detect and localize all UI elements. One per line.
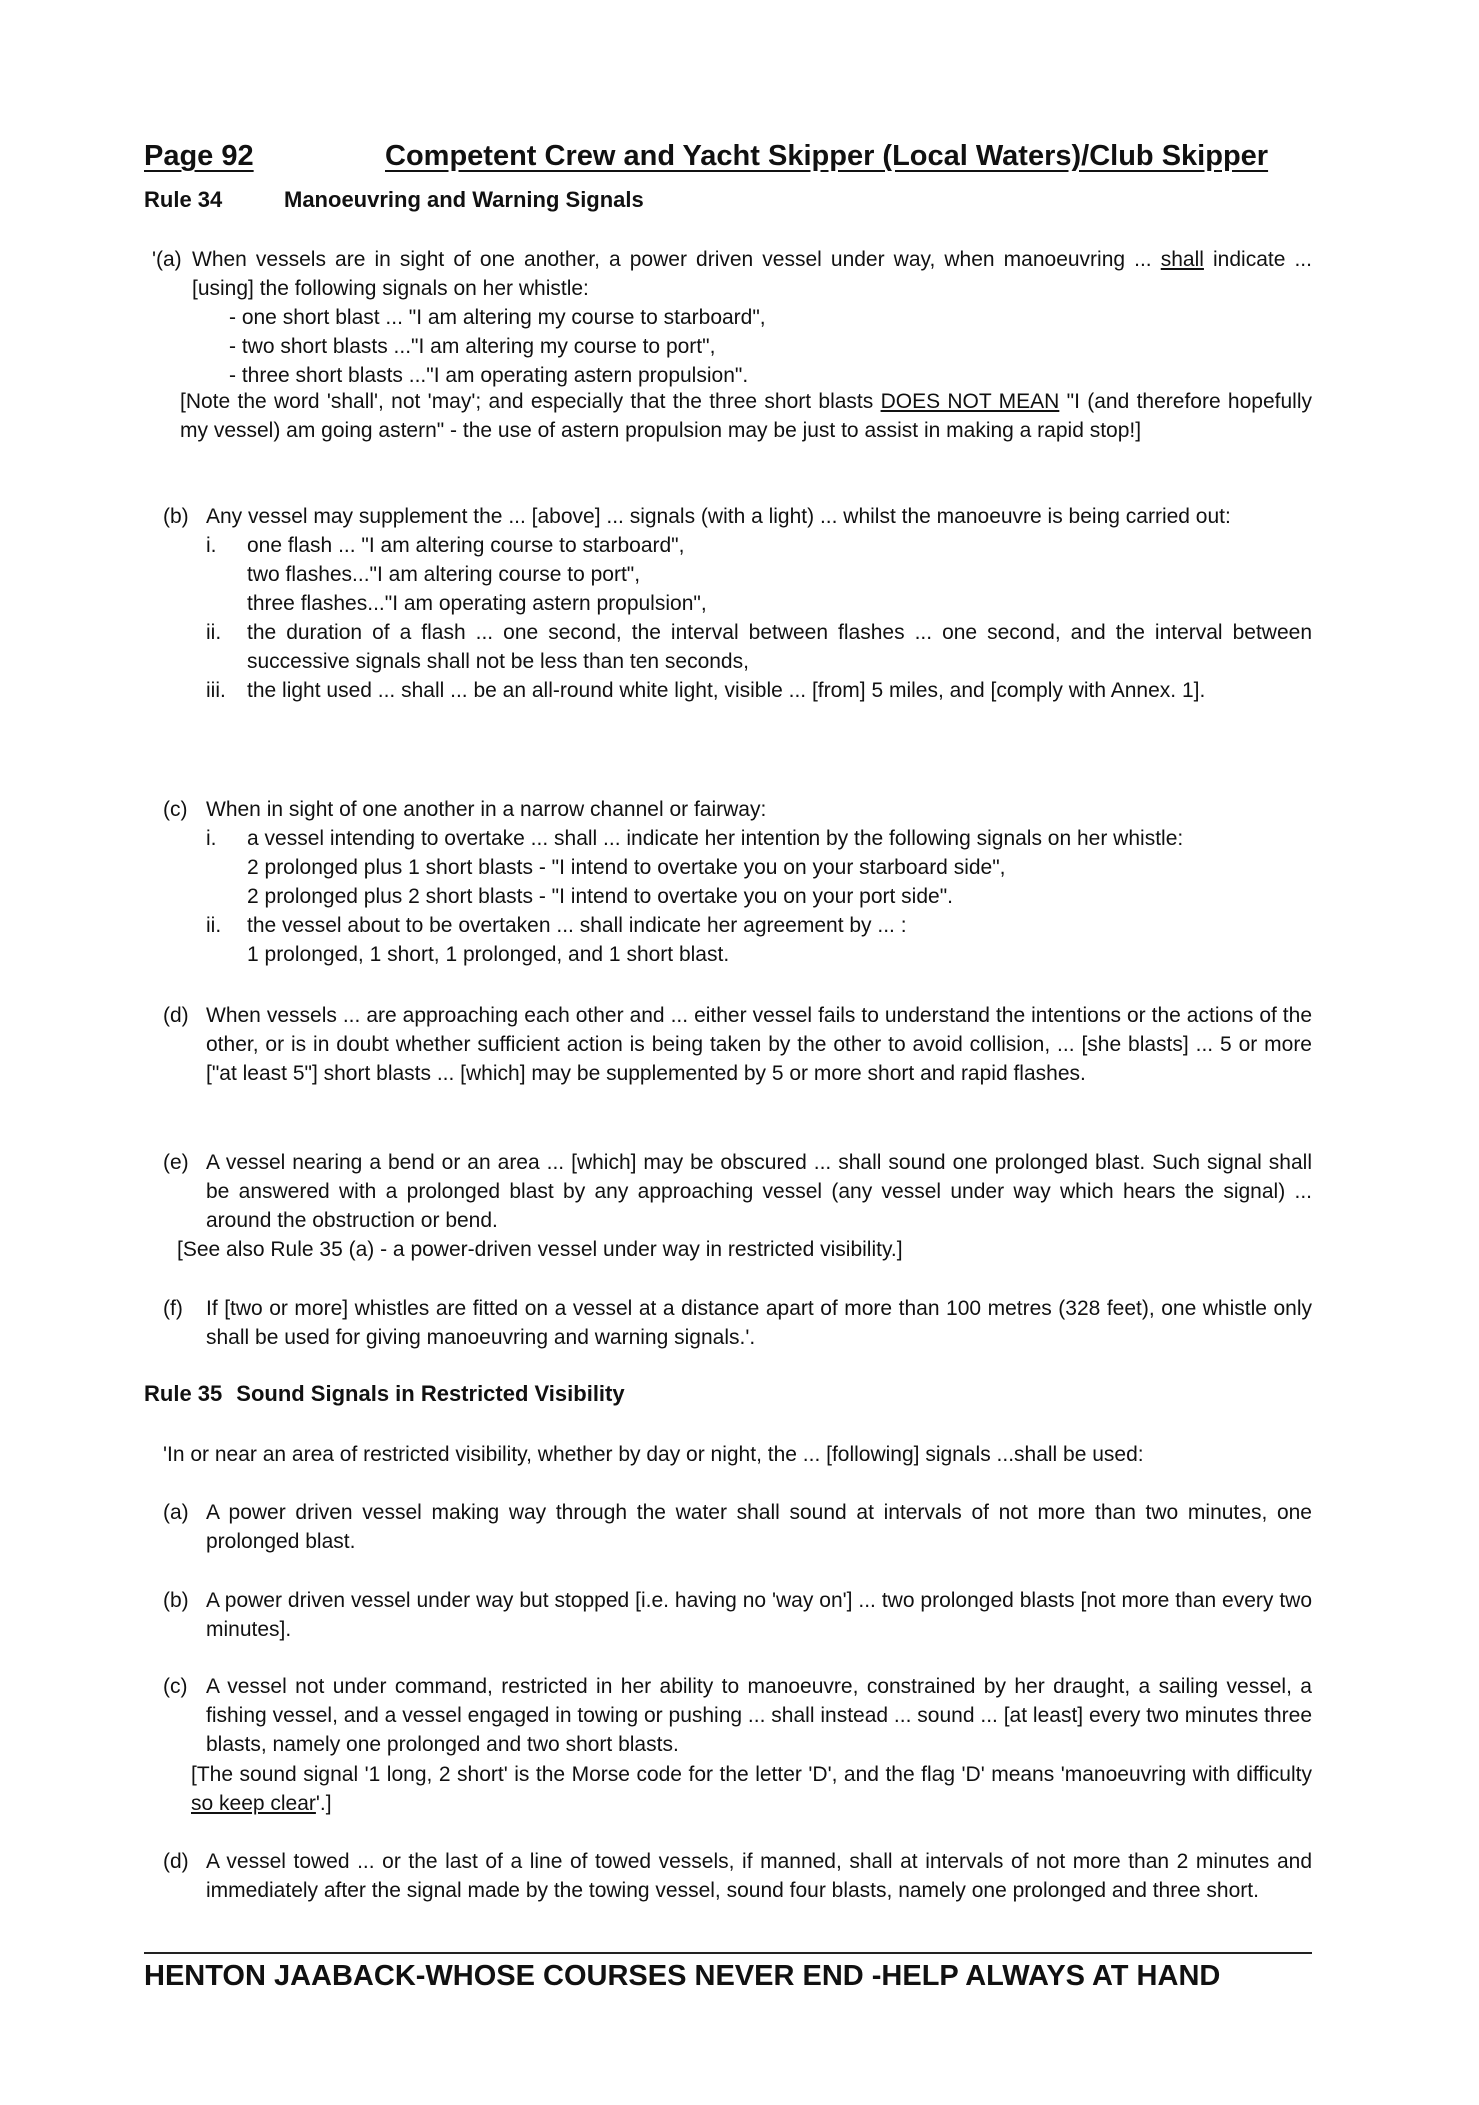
rule-35-b bbox=[163, 1586, 1312, 1644]
item-line: the light used ... shall ... be an all-round white light, visible ... [from] 5 miles, and [comply with Annex. 1]. bbox=[247, 679, 1206, 702]
rule-34-f-text: If [two or more] whistles are fitted on a vessel at a distance apart of more than 100 metres (328 feet), one whistle only shall be used for giving manoeuvring and warning signals.'. bbox=[206, 1297, 1312, 1349]
rule-35-c-text: A vessel not under command, restricted in her ability to manoeuvre, constrained by her draught, a sailing vessel, a fishing vessel, and a vessel engaged in towing or pushing ... shall instead ... sound ... [at least] every two minutes three blasts, namely one prolonged and two short blasts. bbox=[206, 1675, 1312, 1756]
item-line: two flashes..."I am altering course to port", bbox=[247, 563, 641, 586]
rule-35-intro bbox=[163, 1440, 1312, 1469]
rule-34-b-item-iii bbox=[206, 676, 1312, 705]
item-line: one flash ... "I am altering course to starboard", bbox=[247, 534, 685, 557]
item-label: i. bbox=[206, 534, 217, 557]
item-label: iii. bbox=[206, 679, 226, 702]
item-line: 2 prolonged plus 2 short blasts - "I intend to overtake you on your port side". bbox=[247, 885, 953, 908]
item-label: ii. bbox=[206, 621, 222, 644]
note-c-text-2: '.] bbox=[315, 1792, 332, 1815]
rule-34-c bbox=[163, 795, 1312, 969]
rule-34-b-label: (b) bbox=[163, 505, 189, 528]
note-a-emphasis: DOES NOT MEAN bbox=[880, 390, 1060, 413]
rule-35-a-text: A power driven vessel making way through the water shall sound at intervals of not more than two minutes, one prolonged blast. bbox=[206, 1501, 1312, 1553]
rule-34-e-label: (e) bbox=[163, 1151, 189, 1174]
book-title: Competent Crew and Yacht Skipper (Local Waters)/Club Skipper bbox=[385, 140, 1269, 172]
signal-line: - two short blasts ..."I am altering my course to port", bbox=[229, 335, 716, 358]
item-line: a vessel intending to overtake ... shall ... indicate her intention by the following signals on her whistle: bbox=[247, 827, 1184, 850]
footer-divider bbox=[144, 1952, 1312, 1954]
rule-34-f-label: (f) bbox=[163, 1297, 183, 1320]
rule-34-a-text-1: When vessels are in sight of one another, a power driven vessel under way, when manoeuvring ... bbox=[192, 248, 1152, 271]
item-line: 2 prolonged plus 1 short blasts - "I intend to overtake you on your starboard side", bbox=[247, 856, 1006, 879]
rule-35-b-label: (b) bbox=[163, 1589, 189, 1612]
rule-34-c-item-i bbox=[206, 824, 1312, 911]
rule-34-b-item-ii bbox=[206, 618, 1312, 676]
rule-34-c-label: (c) bbox=[163, 798, 188, 821]
rule-34-b bbox=[163, 502, 1312, 705]
rule-34-d-text: When vessels ... are approaching each other and ... either vessel fails to understand the intentions or the actions of the other, or is in doubt whether sufficient action is being taken by the other to avoid collision, ... [she blasts] ... 5 or more ["at least 5"] short blasts ... [which] may be supplemented by 5 or more short and rapid flashes. bbox=[206, 1004, 1312, 1085]
rule-34-a-shall: shall bbox=[1160, 248, 1204, 271]
rule-34-c-text: When in sight of one another in a narrow channel or fairway: bbox=[206, 798, 767, 821]
note-c-text-1: [The sound signal '1 long, 2 short' is the Morse code for the letter 'D', and the flag 'D' means 'manoeuvring with difficulty bbox=[191, 1763, 1312, 1786]
rule-34-e bbox=[163, 1148, 1312, 1235]
rule-34-heading bbox=[144, 187, 644, 213]
rule-35-a-label: (a) bbox=[163, 1501, 189, 1524]
rule-35-d-label: (d) bbox=[163, 1850, 189, 1873]
rule-35-d bbox=[163, 1847, 1312, 1905]
rule-34-b-item-i bbox=[206, 531, 1312, 618]
rule-35-intro-text: 'In or near an area of restricted visibility, whether by day or night, the ... [following] signals ...shall be used: bbox=[163, 1443, 1144, 1466]
rule-35-d-text: A vessel towed ... or the last of a line of towed vessels, if manned, shall at intervals of not more than 2 minutes and immediately after the signal made by the towing vessel, sound four blasts, namely one prolonged and three short. bbox=[206, 1850, 1312, 1902]
rule-34-note-e bbox=[177, 1235, 1312, 1264]
signal-line: - one short blast ... "I am altering my course to starboard", bbox=[229, 306, 766, 329]
rule-34-a-signals bbox=[152, 303, 1312, 390]
rule-35-title: Sound Signals in Restricted Visibility bbox=[236, 1381, 625, 1406]
rule-34-a-label: '(a) bbox=[152, 248, 182, 271]
item-label: i. bbox=[206, 827, 217, 850]
note-a-text-1: [Note the word 'shall', not 'may'; and especially that the three short blasts bbox=[180, 390, 874, 413]
item-label: ii. bbox=[206, 914, 222, 937]
item-line: 1 prolonged, 1 short, 1 prolonged, and 1 short blast. bbox=[247, 943, 730, 966]
rule-34-a bbox=[152, 245, 1312, 390]
rule-35-heading bbox=[144, 1381, 625, 1407]
rule-35-c bbox=[163, 1672, 1312, 1759]
item-line: the duration of a flash ... one second, the interval between flashes ... one second, and the interval between successive signals shall not be less than ten seconds, bbox=[247, 621, 1312, 673]
rule-34-number: Rule 34 bbox=[144, 187, 223, 212]
rule-34-d-label: (d) bbox=[163, 1004, 189, 1027]
rule-35-note-c bbox=[191, 1760, 1312, 1818]
rule-35-b-text: A power driven vessel under way but stopped [i.e. having no 'way on'] ... two prolonged blasts [not more than every two minutes]. bbox=[206, 1589, 1312, 1641]
signal-line: - three short blasts ..."I am operating astern propulsion". bbox=[229, 364, 749, 387]
rule-35-number: Rule 35 bbox=[144, 1381, 223, 1406]
note-c-emphasis: so keep clear bbox=[191, 1792, 316, 1815]
rule-34-a-text-2: indicate ... [using] the following signals on her whistle: bbox=[192, 248, 1312, 300]
rule-34-f bbox=[163, 1294, 1312, 1352]
note-a-text-2: "I (and therefore hopefully my vessel) am going astern" - the use of astern propulsion may be just to assist in making a rapid stop!] bbox=[180, 390, 1312, 442]
rule-34-e-text: A vessel nearing a bend or an area ... [which] may be obscured ... shall sound one prolonged blast. Such signal shall be answered with a prolonged blast by any approaching vessel (any vessel under way which hears the signal) ... around the obstruction or bend. bbox=[206, 1151, 1312, 1232]
footer-slogan: HENTON JAABACK-WHOSE COURSES NEVER END -HELP ALWAYS AT HAND bbox=[144, 1960, 1221, 1992]
rule-35-a bbox=[163, 1498, 1312, 1556]
rule-34-b-text: Any vessel may supplement the ... [above] ... signals (with a light) ... whilst the manoeuvre is being carried out: bbox=[206, 505, 1231, 528]
item-line: three flashes..."I am operating astern propulsion", bbox=[247, 592, 707, 615]
rule-34-c-item-ii bbox=[206, 911, 1312, 969]
item-line: the vessel about to be overtaken ... shall indicate her agreement by ... : bbox=[247, 914, 907, 937]
rule-34-d bbox=[163, 1001, 1312, 1088]
rule-34-note-a bbox=[180, 387, 1312, 445]
page-number: Page 92 bbox=[144, 140, 254, 172]
rule-34-title: Manoeuvring and Warning Signals bbox=[284, 187, 644, 212]
rule-35-c-label: (c) bbox=[163, 1675, 188, 1698]
note-e-text: [See also Rule 35 (a) - a power-driven vessel under way in restricted visibility.] bbox=[177, 1238, 903, 1261]
